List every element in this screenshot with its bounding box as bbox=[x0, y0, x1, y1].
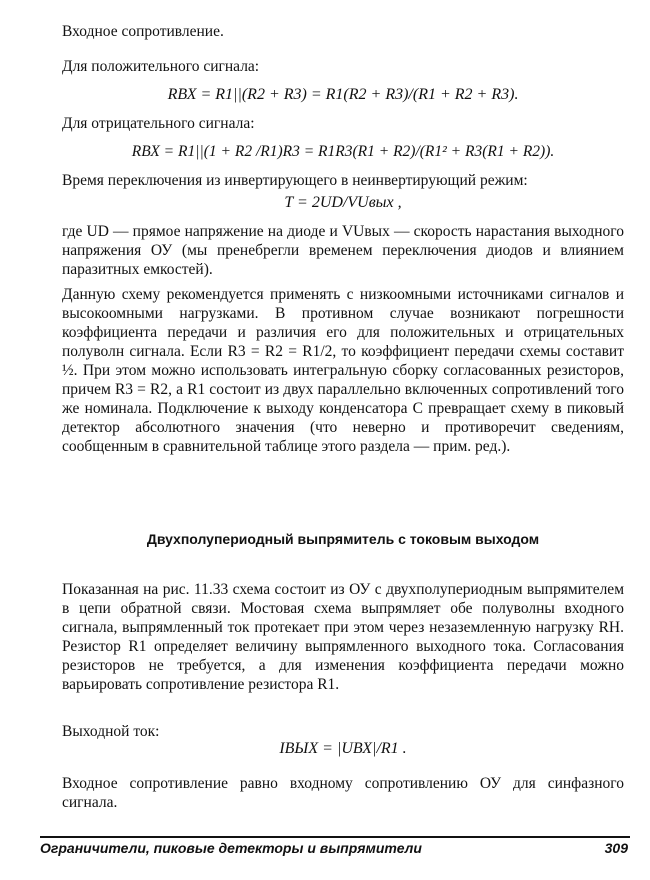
text-output-current: Выходной ток: bbox=[62, 723, 160, 740]
paragraph-where: где UD — прямое напряжение на диоде и VUвых — скорость нарастания выходного напряжения ОУ (мы пренебрегли временем переключения диодов и влиянием паразитных емкостей). bbox=[62, 223, 624, 278]
section-heading: Двухполупериодный выпрямитель с токовым выходом bbox=[146, 531, 540, 547]
paragraph-figure: Показанная на рис. 11.33 схема состоит из ОУ с двухполупериодным выпрямителем в цепи обратной связи. Мостовая схема выпрямляет обе полуволны входного сигнала, выпрямленный ток протекает при этом через незаземленную нагрузку RН. Резистор R1 определяет величину выпрямленного выходного тока. Согласования резисторов не требуется, а для изменения коэффициента передачи можно варьировать сопротивление резистора R1. bbox=[62, 581, 624, 693]
paragraph-recommendation: Данную схему рекомендуется применять с низкоомными источниками сигналов и высокоомными нагрузками. В противном случае возникают погрешности коэффициента передачи и различия его для положительных и отрицательных полуволн сигнала. Если R3 = R2 = R1/2, то коэффициент передачи схемы составит ½. При этом можно использовать интегральную сборку согласованных резисторов, причем R3 = R2, а R1 состоит из двух параллельно включенных сопротивлений того же номинала. Подключение к выходу конденсатора C превращает схему в пиковый детектор абсолютного значения (что неверно и противоречит сведениям, сообщенным в сравнительной таблице этого раздела — прим. ред.). bbox=[62, 286, 624, 455]
formula-switch: T = 2UD/VUвых , bbox=[284, 194, 402, 211]
text-input-resistance: Входное сопротивление. bbox=[62, 23, 224, 40]
footer-title: Ограничители, пиковые детекторы и выпрямители bbox=[40, 840, 422, 856]
formula-positive: RВХ = R1||(R2 + R3) = R1(R2 + R3)/(R1 + R2 + R3). bbox=[167, 86, 519, 103]
footer-rule bbox=[40, 836, 630, 838]
text-switch-time: Время переключения из инвертирующего в неинвертирующий режим: bbox=[62, 172, 528, 189]
formula-output: IВЫХ = |UВХ|/R1 . bbox=[279, 740, 407, 757]
page-number: 309 bbox=[604, 840, 628, 856]
paragraph-final: Входное сопротивление равно входному сопротивлению ОУ для синфазного сигнала. bbox=[62, 775, 624, 811]
formula-negative: RВХ = R1||(1 + R2 /R1)R3 = R1R3(R1 + R2)/(R1² + R3(R1 + R2)). bbox=[131, 143, 555, 160]
text-negative-signal: Для отрицательного сигнала: bbox=[62, 115, 255, 132]
text-positive-signal: Для положительного сигнала: bbox=[62, 58, 260, 75]
